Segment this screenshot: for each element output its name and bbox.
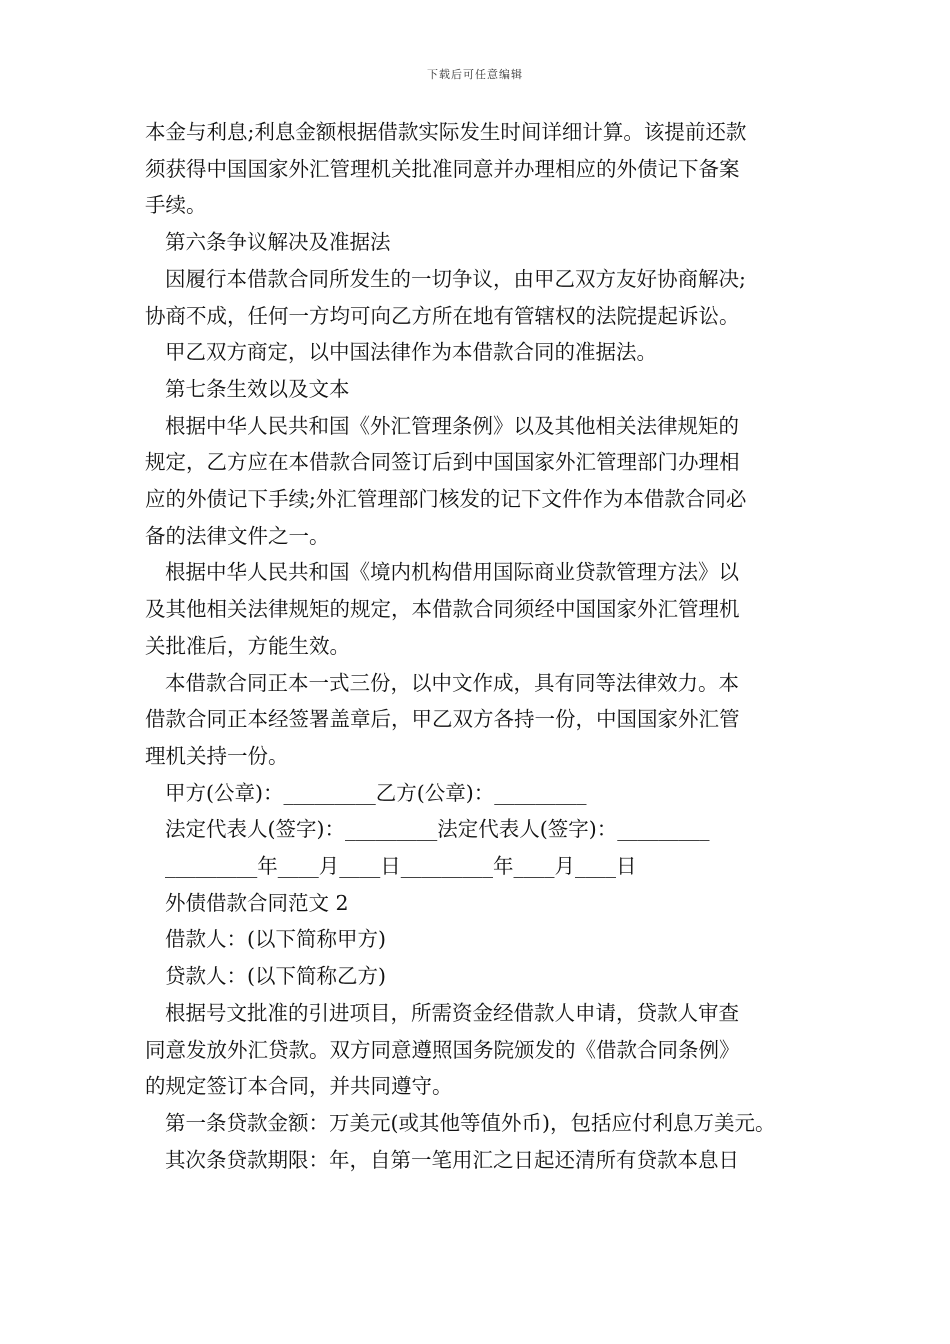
text-line: 同意发放外汇贷款。双方同意遵照国务院颁发的《借款合同条例》 (145, 1037, 740, 1062)
text-line: 的规定签订本合同，并共同遵守。 (145, 1074, 453, 1099)
signature-line: 法定代表人(签字)：_________法定代表人(签字)：_________ (165, 817, 710, 842)
text-line: 关批准后，方能生效。 (145, 633, 350, 658)
section-heading: 外债借款合同范文 2 (165, 890, 349, 915)
text-line: 协商不成，任何一方均可向乙方所在地有管辖权的法院提起诉讼。 (145, 303, 740, 328)
text-line: 根据号文批准的引进项目，所需资金经借款人申请，贷款人审查 (165, 1000, 739, 1025)
text-line: 备的法律文件之一。 (145, 523, 330, 548)
text-line: 其次条贷款期限：年，自第一笔用汇之日起还清所有贷款本息日 (165, 1147, 739, 1172)
signature-line: 甲方(公章)：_________乙方(公章)：_________ (165, 780, 587, 805)
text-line: 规定，乙方应在本借款合同签订后到中国国家外汇管理部门办理相 (145, 450, 740, 475)
text-line: 第一条贷款金额：万美元(或其他等值外币)，包括应付利息万美元。 (165, 1110, 776, 1135)
text-line: 须获得中国国家外汇管理机关批准同意并办理相应的外债记下备案 (145, 156, 740, 181)
text-line: 理机关持一份。 (145, 743, 289, 768)
text-line: 贷款人：(以下简称乙方) (165, 964, 386, 989)
text-line: 及其他相关法律规矩的规定，本借款合同须经中国国家外汇管理机 (145, 597, 740, 622)
text-line: 根据中华人民共和国《境内机构借用国际商业贷款管理方法》以 (165, 560, 739, 585)
text-line: 借款合同正本经签署盖章后，甲乙双方各持一份，中国国家外汇管 (145, 707, 740, 732)
section-heading: 第七条生效以及文本 (165, 376, 350, 401)
text-line: 因履行本借款合同所发生的一切争议，由甲乙双方友好协商解决; (165, 266, 746, 291)
text-line: 应的外债记下手续;外汇管理部门核发的记下文件作为本借款合同必 (145, 487, 747, 512)
page-header: 下载后可任意编辑 (427, 68, 523, 81)
text-line: 本借款合同正本一式三份，以中文作成，具有同等法律效力。本 (165, 670, 739, 695)
text-line: 本金与利息;利息金额根据借款实际发生时间详细计算。该提前还款 (145, 120, 747, 144)
text-line: 借款人：(以下简称甲方) (165, 927, 386, 952)
text-line: 手续。 (145, 193, 207, 218)
date-line: _________年____月____日_________年____月____日 (165, 854, 637, 879)
document-body (145, 114, 815, 1178)
text-line: 甲乙双方商定，以中国法律作为本借款合同的准据法。 (165, 340, 657, 365)
text-line: 根据中华人民共和国《外汇管理条例》以及其他相关法律规矩的 (165, 413, 739, 438)
section-heading: 第六条争议解决及准据法 (165, 230, 391, 255)
